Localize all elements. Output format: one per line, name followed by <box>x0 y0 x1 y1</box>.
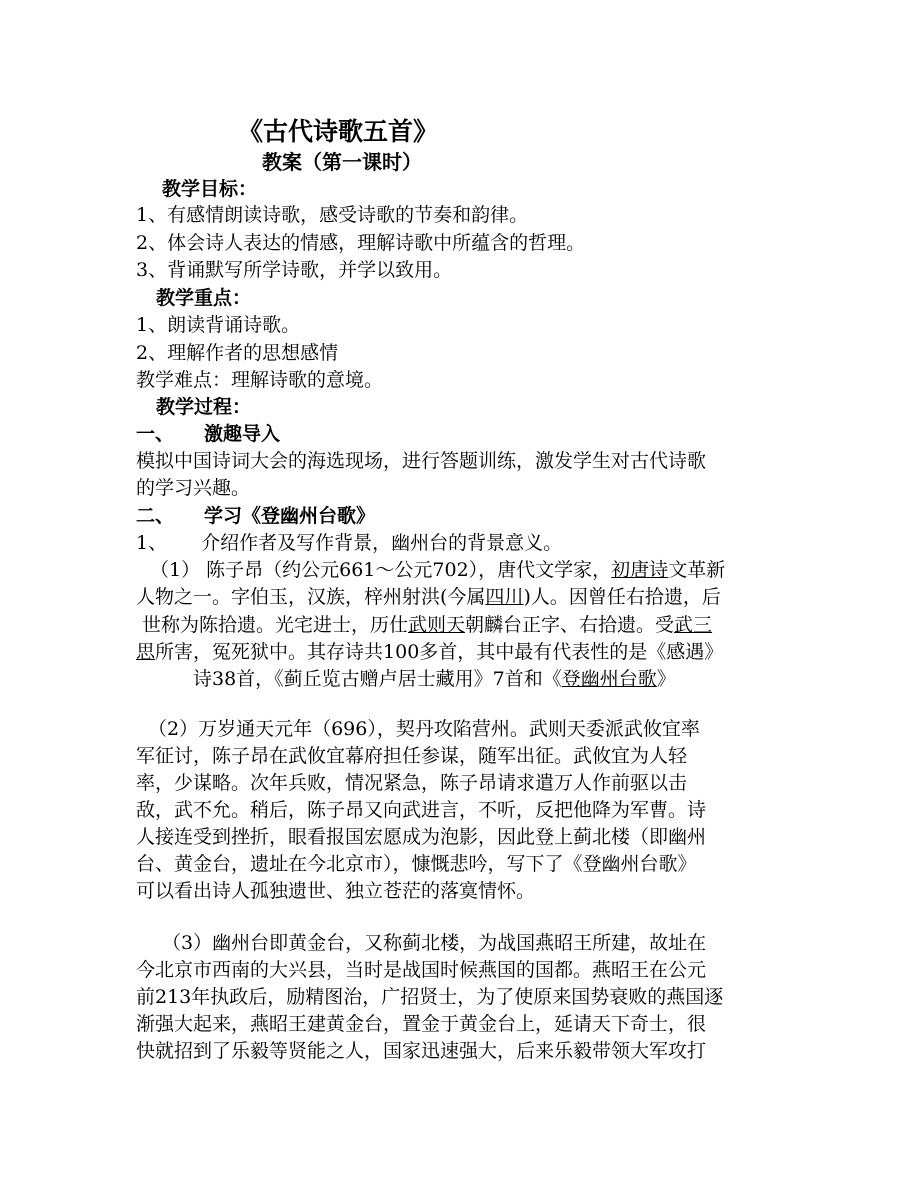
section1-text-line: 的学习兴趣。 <box>136 477 251 499</box>
author-text: 人物之一。字伯玉，汉族，梓州射洪(今属 <box>136 586 486 608</box>
goal-item: 1、有感情朗读诗歌，感受诗歌的节奏和韵律。 <box>136 204 529 226</box>
document-title: 《古代诗歌五首》 <box>238 117 439 146</box>
background-para-line: 可以看出诗人孤独遗世、独立苍茫的落寞情怀。 <box>136 880 536 902</box>
author-text: 朝麟台正字、右拾遗。受 <box>465 614 675 636</box>
early-tang-link[interactable]: 初唐诗 <box>611 559 669 581</box>
author-text: 》 <box>656 668 676 690</box>
step1-number: 1、 <box>136 532 168 554</box>
goals-heading: 教学目标： <box>162 178 258 200</box>
process-heading: 教学过程： <box>156 396 252 418</box>
section1-heading <box>136 421 786 447</box>
poem-title-link[interactable]: 登幽州台歌 <box>561 668 657 690</box>
author-text: )人。因曾任右拾遗，后 <box>523 586 721 608</box>
author-text: 文革新 <box>668 559 726 581</box>
author-text: 诗38首，《蓟丘览古赠卢居士藏用》7首和《 <box>193 668 562 690</box>
background-para-line: （2）万岁通天元年（696），契丹攻陷营州。武则天委派武攸宜率 <box>148 718 700 740</box>
step1-line <box>136 530 786 556</box>
section2-title: 学习《登幽州台歌》 <box>204 505 376 527</box>
background-para-line: 军征讨，陈子昂在武攸宜幕府担任参谋，随军出征。武攸宜为人轻 <box>136 745 688 767</box>
background-para-line: 率，少谋略。次年兵败，情况紧急，陈子昂请求遣万人作前驱以击 <box>136 772 688 794</box>
key-point-item: 2、理解作者的思想感情 <box>136 342 339 364</box>
youzhou-para-line: 前213年执政后，励精图治，广招贤士，为了使原来国势衰败的燕国逐 <box>136 986 724 1008</box>
section2-heading <box>136 503 786 529</box>
background-para-line: 人接连受到挫折，眼看报国宏愿成为泡影，因此登上蓟北楼（即幽州 <box>136 826 707 848</box>
document-subtitle: 教案（第一课时） <box>262 150 422 174</box>
author-para-line <box>136 639 786 665</box>
section2-number: 二、 <box>136 505 175 527</box>
author-text: 世称为陈拾遗。光宅进士，历仕 <box>142 614 409 636</box>
author-text: （1） 陈子昂（约公元661～公元702），唐代文学家， <box>150 559 612 581</box>
section1-text-line: 模拟中国诗词大会的海选现场，进行答题训练，激发学生对古代诗歌 <box>136 450 707 472</box>
author-para-line <box>142 612 792 638</box>
background-para-line: 敌，武不允。稍后，陈子昂又向武进言，不听，反把他降为军曹。诗 <box>136 799 707 821</box>
wu-zetian-link[interactable]: 武则天 <box>408 614 466 636</box>
goal-item: 2、体会诗人表达的情感，理解诗歌中所蕴含的哲理。 <box>136 232 586 254</box>
section1-title: 激趣导入 <box>204 423 281 445</box>
author-para-line <box>150 557 800 583</box>
author-para-line <box>193 666 843 692</box>
background-para-line: 台、黄金台，遗址在今北京市），慷慨悲吟，写下了《登幽州台歌》 <box>136 853 697 875</box>
goal-item: 3、背诵默写所学诗歌，并学以致用。 <box>136 259 453 281</box>
youzhou-para-line: 渐强大起来，燕昭王建黄金台，置金于黄金台上，延请天下奇士，很 <box>136 1013 707 1035</box>
youzhou-para-line: 今北京市西南的大兴县，当时是战国时候燕国的国都。燕昭王在公元 <box>136 959 707 981</box>
youzhou-para-line: （3）幽州台即黄金台，又称蓟北楼，为战国燕昭王所建，故址在 <box>162 932 707 954</box>
key-point-item: 1、朗读背诵诗歌。 <box>136 314 301 336</box>
wu-sansi-link-cont[interactable]: 思 <box>136 641 156 663</box>
key-points-heading: 教学重点： <box>156 287 252 309</box>
section1-number: 一、 <box>136 423 175 445</box>
author-para-line <box>136 584 786 610</box>
youzhou-para-line: 快就招到了乐毅等贤能之人，国家迅速强大，后来乐毅带领大军攻打 <box>136 1040 707 1062</box>
author-text: 所害，冤死狱中。其存诗共100多首，其中最有代表性的是《感遇》 <box>155 641 724 663</box>
step1-text: 介绍作者及写作背景，幽州台的背景意义。 <box>201 532 563 554</box>
wu-sansi-link[interactable]: 武三 <box>674 614 713 636</box>
sichuan-link[interactable]: 四川 <box>485 586 524 608</box>
difficulty-line: 教学难点：理解诗歌的意境。 <box>136 369 384 391</box>
